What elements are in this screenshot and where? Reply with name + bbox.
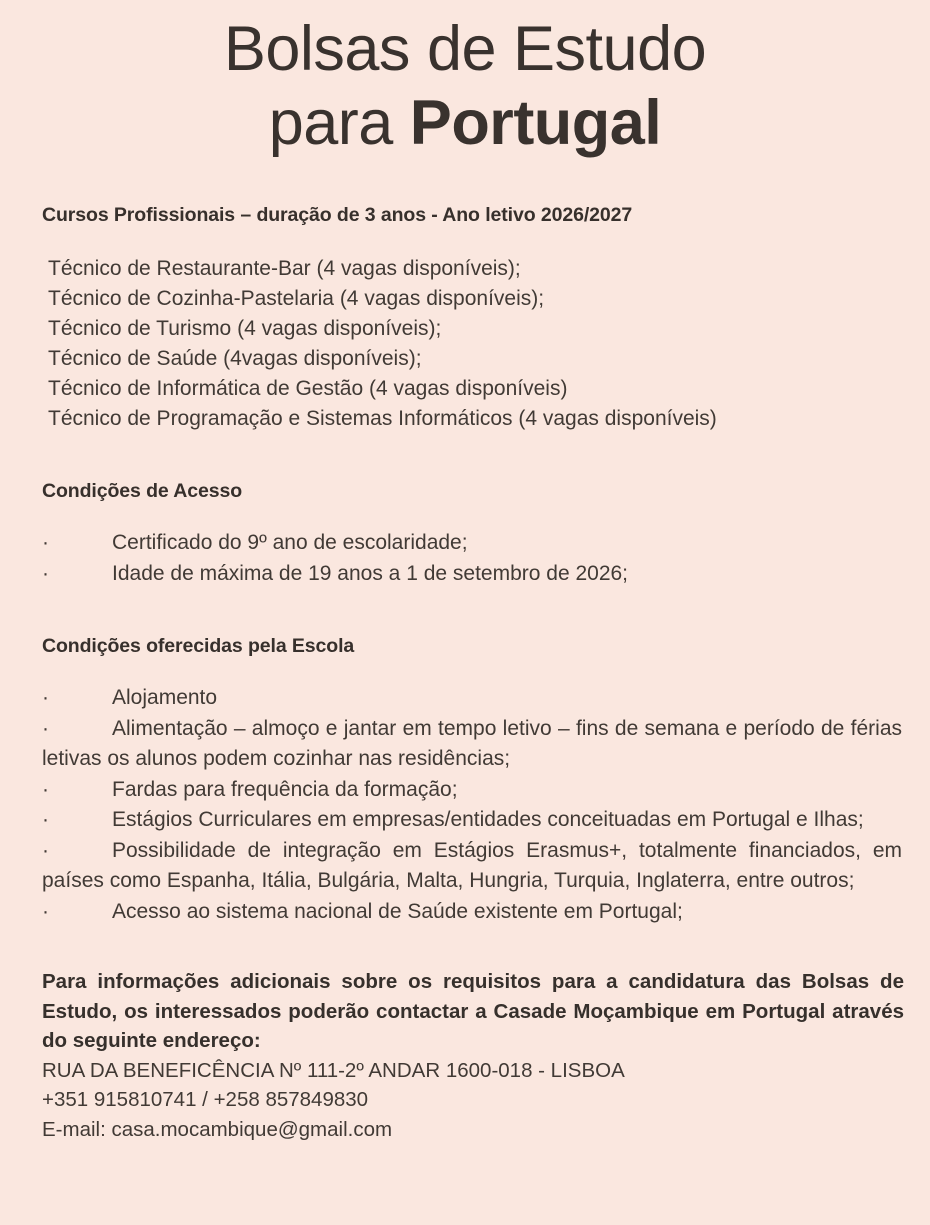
- bullet-icon: ·: [42, 808, 49, 831]
- school-conditions-list: [42, 683, 906, 927]
- bullet-icon: ·: [42, 531, 49, 554]
- poster-content: [0, 202, 930, 1144]
- list-item: [42, 559, 906, 590]
- bullet-icon: ·: [42, 561, 49, 585]
- list-item: [42, 528, 906, 559]
- list-item-label: Estágios Curriculares em empresas/entidades conceituadas em Portugal e Ilhas;: [112, 808, 864, 831]
- list-item: [42, 775, 906, 806]
- list-item: Técnico de Turismo (4 vagas disponíveis);: [48, 317, 442, 340]
- list-item-label: Idade de máxima de 19 anos a 1 de setembro de 2026;: [112, 561, 629, 585]
- title-line-2-bold: Portugal: [409, 88, 662, 158]
- school-conditions-heading: Condições oferecidas pela Escola: [42, 635, 355, 657]
- title-line-1: Bolsas de Estudo: [223, 14, 707, 84]
- access-conditions-list: [42, 528, 906, 589]
- list-item: Técnico de Programação e Sistemas Informáticos (4 vagas disponíveis): [48, 407, 717, 430]
- list-item: Técnico de Informática de Gestão (4 vagas disponíveis): [48, 377, 568, 400]
- list-item: [42, 897, 906, 928]
- access-conditions-heading: Condições de Acesso: [42, 480, 243, 502]
- list-item: Técnico de Cozinha-Pastelaria (4 vagas disponíveis);: [48, 287, 545, 310]
- list-item: Técnico de Restaurante-Bar (4 vagas disponíveis);: [48, 257, 521, 280]
- list-item-label: Acesso ao sistema nacional de Saúde existente em Portugal;: [112, 899, 683, 923]
- list-item-label: Possibilidade de integração em Estágios Erasmus+, totalmente financiados, em países como Espanha, Itália, Bulgária, Malta, Hungria, Turquia, Inglaterra, entre outros;: [42, 838, 902, 892]
- list-item-label: Fardas para frequência da formação;: [112, 777, 458, 801]
- list-item: Técnico de Saúde (4vagas disponíveis);: [48, 347, 422, 370]
- list-item: [42, 714, 906, 775]
- title-line-2-light: para: [268, 88, 410, 158]
- list-item-label: Alimentação – almoço e jantar em tempo letivo – fins de semana e período de férias letivas os alunos podem cozinhar nas residências;: [42, 716, 902, 770]
- bullet-icon: ·: [42, 899, 49, 923]
- poster-title-block: [0, 0, 930, 160]
- courses-heading: Cursos Profissionais – duração de 3 anos - Ano letivo 2026/2027: [42, 204, 633, 226]
- contact-phones: +351 915810741 / +258 857849830: [42, 1088, 369, 1111]
- list-item-label: Certificado do 9º ano de escolaridade;: [112, 531, 468, 554]
- list-item-label: Alojamento: [112, 686, 218, 709]
- bullet-icon: ·: [42, 686, 49, 709]
- contact-intro-text: Para informações adicionais sobre os requisitos para a candidatura das Bolsas de Estudo, os interessados poderão contactar a Casade Moçambique em Portugal através do seguinte endereço:: [42, 970, 904, 1052]
- contact-block: [42, 967, 906, 1144]
- contact-address: RUA DA BENEFICÊNCIA Nº 111-2º ANDAR 1600-018 - LISBOA: [42, 1058, 625, 1082]
- bullet-icon: ·: [42, 838, 49, 862]
- title-line-2: [0, 86, 930, 160]
- courses-list: [42, 254, 906, 434]
- contact-email: E-mail: casa.mocambique@gmail.com: [42, 1117, 393, 1141]
- list-item: [42, 683, 906, 714]
- bullet-icon: ·: [42, 716, 49, 740]
- bullet-icon: ·: [42, 777, 49, 801]
- list-item: [42, 836, 906, 897]
- list-item: [42, 805, 906, 836]
